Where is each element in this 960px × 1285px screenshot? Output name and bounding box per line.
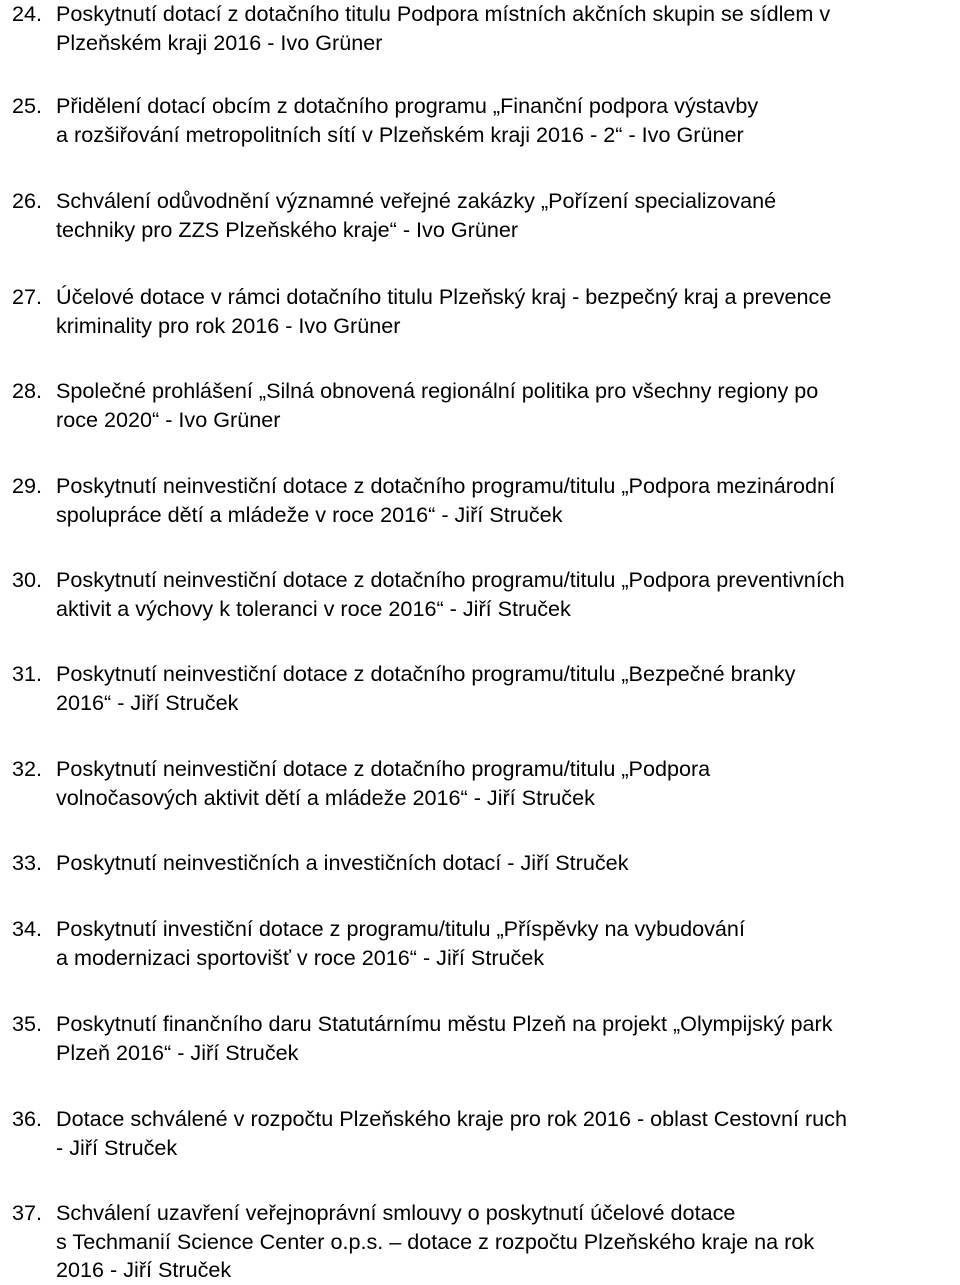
item-number: 33. bbox=[12, 850, 43, 875]
item-number: 29. bbox=[12, 473, 43, 498]
item-number: 24. bbox=[12, 1, 43, 26]
item-line: spolupráce dětí a mládeže v roce 2016“ - Jiří Struček bbox=[56, 501, 563, 527]
item-number: 30. bbox=[12, 567, 43, 592]
item-text bbox=[56, 660, 956, 717]
item-number: 35. bbox=[12, 1011, 43, 1036]
item-line: Schválení uzavření veřejnoprávní smlouvy o poskytnutí účelové dotace bbox=[56, 1200, 736, 1225]
item-line: s Techmanií Science Center o.p.s. – dotace z rozpočtu Plzeňského kraje na rok bbox=[56, 1228, 815, 1254]
item-line: Plzeň 2016“ - Jiří Struček bbox=[56, 1039, 299, 1065]
item-text bbox=[56, 849, 956, 878]
item-number: 25. bbox=[12, 93, 43, 118]
item-line: aktivit a výchovy k toleranci v roce 2016“ - Jiří Struček bbox=[56, 595, 571, 621]
item-line: Poskytnutí neinvestiční dotace z dotačního programu/titulu „Podpora bbox=[56, 756, 711, 781]
item-line: roce 2020“ - Ivo Grüner bbox=[56, 406, 281, 432]
item-text bbox=[56, 377, 956, 434]
item-line: 2016“ - Jiří Struček bbox=[56, 689, 239, 715]
item-line: Přidělení dotací obcím z dotačního programu „Finanční podpora výstavby bbox=[56, 93, 759, 118]
item-text bbox=[56, 915, 956, 972]
item-line: volnočasových aktivit dětí a mládeže 2016“ - Jiří Struček bbox=[56, 784, 595, 810]
item-line: Společné prohlášení „Silná obnovená regionální politika pro všechny regiony po bbox=[56, 378, 819, 403]
item-text bbox=[56, 472, 956, 529]
item-text bbox=[56, 187, 956, 244]
item-line: a rozšiřování metropolitních sítí v Plzeňském kraji 2016 - 2“ - Ivo Grüner bbox=[56, 121, 744, 147]
item-line: Dotace schválené v rozpočtu Plzeňského kraje pro rok 2016 - oblast Cestovní ruch bbox=[56, 1106, 847, 1131]
item-text bbox=[56, 1010, 956, 1067]
item-text bbox=[56, 566, 956, 623]
item-line: 2016 - Jiří Struček bbox=[56, 1257, 232, 1282]
item-number: 28. bbox=[12, 378, 43, 403]
item-text bbox=[56, 1199, 956, 1285]
item-text bbox=[56, 755, 956, 812]
item-line: Poskytnutí neinvestiční dotace z dotačního programu/titulu „Podpora mezinárodní bbox=[56, 473, 836, 498]
item-text bbox=[56, 0, 956, 57]
item-text bbox=[56, 1105, 956, 1162]
item-number: 36. bbox=[12, 1106, 43, 1131]
item-line: Účelové dotace v rámci dotačního titulu Plzeňský kraj - bezpečný kraj a prevence bbox=[56, 284, 832, 309]
item-number: 26. bbox=[12, 188, 43, 213]
item-line: Poskytnutí dotací z dotačního titulu Podpora místních akčních skupin se sídlem v bbox=[56, 1, 831, 26]
item-number: 31. bbox=[12, 661, 43, 686]
item-text bbox=[56, 283, 956, 340]
item-line: Poskytnutí neinvestiční dotace z dotačního programu/titulu „Bezpečné branky bbox=[56, 661, 796, 686]
item-number: 34. bbox=[12, 916, 43, 941]
item-line: kriminality pro rok 2016 - Ivo Grüner bbox=[56, 312, 401, 338]
item-line: Poskytnutí neinvestičních a investičních dotací - Jiří Struček bbox=[56, 850, 629, 875]
item-line: Plzeňském kraji 2016 - Ivo Grüner bbox=[56, 29, 383, 55]
item-line: techniky pro ZZS Plzeňského kraje“ - Ivo Grüner bbox=[56, 216, 519, 242]
item-line: a modernizaci sportovišť v roce 2016“ - Jiří Struček bbox=[56, 944, 545, 970]
item-line: Poskytnutí finančního daru Statutárnímu městu Plzeň na projekt „Olympijský park bbox=[56, 1011, 833, 1036]
item-number: 32. bbox=[12, 756, 43, 781]
item-line: - Jiří Struček bbox=[56, 1134, 178, 1160]
item-number: 37. bbox=[12, 1200, 43, 1225]
item-text bbox=[56, 92, 956, 149]
item-line: Poskytnutí neinvestiční dotace z dotačního programu/titulu „Podpora preventivních bbox=[56, 567, 845, 592]
item-number: 27. bbox=[12, 284, 43, 309]
item-line: Poskytnutí investiční dotace z programu/titulu „Příspěvky na vybudování bbox=[56, 916, 745, 941]
item-line: Schválení odůvodnění významné veřejné zakázky „Pořízení specializované bbox=[56, 188, 777, 213]
